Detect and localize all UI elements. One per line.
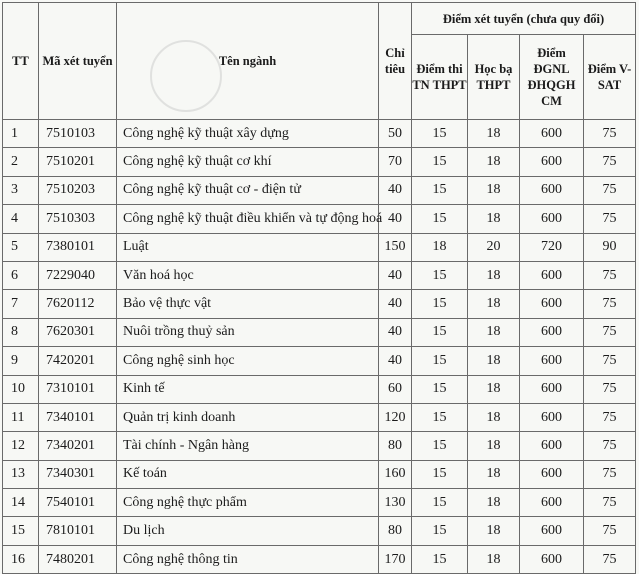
tn-score-cell: 15: [412, 489, 468, 517]
program-name: Công nghệ sinh học: [117, 347, 379, 375]
dgnl-score-cell: 600: [520, 176, 584, 204]
vsat-score-cell: 75: [584, 120, 636, 148]
quota-cell: 40: [379, 261, 412, 289]
quota-cell: 40: [379, 176, 412, 204]
program-name: Nuôi trồng thuỷ sản: [117, 318, 379, 346]
row-number: 15: [3, 517, 39, 545]
transcript-score-cell: 18: [468, 403, 520, 431]
program-code: 7620112: [39, 290, 117, 318]
tn-score-cell: 15: [412, 290, 468, 318]
vsat-score-cell: 75: [584, 318, 636, 346]
program-code: 7380101: [39, 233, 117, 261]
table-row: [3, 460, 636, 488]
dgnl-score-cell: 600: [520, 460, 584, 488]
program-name: Công nghệ kỹ thuật điều khiển và tự động hoá: [117, 205, 379, 233]
row-number: 7: [3, 290, 39, 318]
quota-cell: 170: [379, 545, 412, 573]
row-number: 14: [3, 489, 39, 517]
dgnl-score-cell: 600: [520, 148, 584, 176]
transcript-score-cell: 18: [468, 120, 520, 148]
row-number: 16: [3, 545, 39, 573]
vsat-score-cell: 75: [584, 205, 636, 233]
dgnl-score-cell: 600: [520, 318, 584, 346]
table-row: [3, 148, 636, 176]
transcript-score-cell: 18: [468, 205, 520, 233]
program-code: 7510103: [39, 120, 117, 148]
program-name: Kế toán: [117, 460, 379, 488]
row-number: 9: [3, 347, 39, 375]
row-number: 10: [3, 375, 39, 403]
vsat-score-cell: 75: [584, 403, 636, 431]
program-code: 7340301: [39, 460, 117, 488]
vsat-score-cell: 75: [584, 517, 636, 545]
transcript-score-cell: 18: [468, 375, 520, 403]
transcript-score-cell: 18: [468, 261, 520, 289]
header-quota: Chỉ tiêu: [379, 3, 412, 120]
transcript-score-cell: 18: [468, 290, 520, 318]
row-number: 6: [3, 261, 39, 289]
transcript-score-cell: 18: [468, 432, 520, 460]
transcript-score-cell: 18: [468, 489, 520, 517]
program-name: Công nghệ kỹ thuật cơ - điện tử: [117, 176, 379, 204]
program-code: 7480201: [39, 545, 117, 573]
quota-cell: 40: [379, 290, 412, 318]
tn-score-cell: 15: [412, 148, 468, 176]
transcript-score-cell: 18: [468, 347, 520, 375]
vsat-score-cell: 75: [584, 347, 636, 375]
table-header: [3, 3, 636, 120]
tn-score-cell: 15: [412, 261, 468, 289]
row-number: 12: [3, 432, 39, 460]
program-code: 7420201: [39, 347, 117, 375]
program-code: 7510201: [39, 148, 117, 176]
program-name: Luật: [117, 233, 379, 261]
dgnl-score-cell: 600: [520, 403, 584, 431]
program-name: Du lịch: [117, 517, 379, 545]
transcript-score-cell: 18: [468, 545, 520, 573]
tn-score-cell: 18: [412, 233, 468, 261]
table-row: [3, 517, 636, 545]
quota-cell: 80: [379, 432, 412, 460]
table-row: [3, 290, 636, 318]
table-row: [3, 403, 636, 431]
tn-score-cell: 15: [412, 460, 468, 488]
program-name: Công nghệ thực phẩm: [117, 489, 379, 517]
vsat-score-cell: 75: [584, 148, 636, 176]
program-code: 7810101: [39, 517, 117, 545]
row-number: 13: [3, 460, 39, 488]
quota-cell: 60: [379, 375, 412, 403]
header-score-group: Điểm xét tuyển (chưa quy đổi): [412, 3, 636, 35]
table-body: [3, 120, 636, 574]
vsat-score-cell: 75: [584, 432, 636, 460]
program-name: Văn hoá học: [117, 261, 379, 289]
dgnl-score-cell: 600: [520, 261, 584, 289]
program-name: Quản trị kinh doanh: [117, 403, 379, 431]
dgnl-score-cell: 600: [520, 517, 584, 545]
dgnl-score-cell: 600: [520, 375, 584, 403]
transcript-score-cell: 18: [468, 460, 520, 488]
table-row: [3, 347, 636, 375]
header-dgnl-score: Điểm ĐGNL ĐHQGH CM: [520, 35, 584, 120]
dgnl-score-cell: 600: [520, 290, 584, 318]
header-name: Tên ngành: [117, 3, 379, 120]
program-code: 7340201: [39, 432, 117, 460]
dgnl-score-cell: 600: [520, 120, 584, 148]
program-code: 7510303: [39, 205, 117, 233]
program-code: 7510203: [39, 176, 117, 204]
dgnl-score-cell: 600: [520, 205, 584, 233]
quota-cell: 40: [379, 205, 412, 233]
row-number: 1: [3, 120, 39, 148]
vsat-score-cell: 75: [584, 290, 636, 318]
vsat-score-cell: 75: [584, 261, 636, 289]
table-row: [3, 489, 636, 517]
program-name: Công nghệ kỹ thuật cơ khí: [117, 148, 379, 176]
program-name: Công nghệ kỹ thuật xây dựng: [117, 120, 379, 148]
quota-cell: 50: [379, 120, 412, 148]
quota-cell: 150: [379, 233, 412, 261]
program-code: 7310101: [39, 375, 117, 403]
table-row: [3, 233, 636, 261]
tn-score-cell: 15: [412, 403, 468, 431]
quota-cell: 80: [379, 517, 412, 545]
program-code: 7229040: [39, 261, 117, 289]
tn-score-cell: 15: [412, 205, 468, 233]
tn-score-cell: 15: [412, 120, 468, 148]
quota-cell: 40: [379, 318, 412, 346]
header-transcript-score: Học bạ THPT: [468, 35, 520, 120]
vsat-score-cell: 90: [584, 233, 636, 261]
dgnl-score-cell: 600: [520, 432, 584, 460]
vsat-score-cell: 75: [584, 545, 636, 573]
program-code: 7540101: [39, 489, 117, 517]
program-name: Bảo vệ thực vật: [117, 290, 379, 318]
transcript-score-cell: 18: [468, 318, 520, 346]
dgnl-score-cell: 600: [520, 347, 584, 375]
program-code: 7620301: [39, 318, 117, 346]
transcript-score-cell: 18: [468, 148, 520, 176]
table-row: [3, 432, 636, 460]
vsat-score-cell: 75: [584, 375, 636, 403]
dgnl-score-cell: 600: [520, 545, 584, 573]
header-vsat-score: Điểm V-SAT: [584, 35, 636, 120]
row-number: 5: [3, 233, 39, 261]
table-row: [3, 261, 636, 289]
dgnl-score-cell: 720: [520, 233, 584, 261]
program-code: 7340101: [39, 403, 117, 431]
program-name: Tài chính - Ngân hàng: [117, 432, 379, 460]
tn-score-cell: 15: [412, 375, 468, 403]
quota-cell: 70: [379, 148, 412, 176]
tn-score-cell: 15: [412, 432, 468, 460]
row-number: 8: [3, 318, 39, 346]
table-row: [3, 176, 636, 204]
header-code: Mã xét tuyển: [39, 3, 117, 120]
quota-cell: 160: [379, 460, 412, 488]
row-number: 2: [3, 148, 39, 176]
row-number: 3: [3, 176, 39, 204]
row-number: 11: [3, 403, 39, 431]
quota-cell: 130: [379, 489, 412, 517]
table-row: [3, 545, 636, 573]
tn-score-cell: 15: [412, 176, 468, 204]
quota-cell: 120: [379, 403, 412, 431]
table-row: [3, 375, 636, 403]
tn-score-cell: 15: [412, 517, 468, 545]
program-name: Công nghệ thông tin: [117, 545, 379, 573]
transcript-score-cell: 18: [468, 517, 520, 545]
header-tn-score: Điểm thi TN THPT: [412, 35, 468, 120]
dgnl-score-cell: 600: [520, 489, 584, 517]
vsat-score-cell: 75: [584, 176, 636, 204]
table-row: [3, 120, 636, 148]
tn-score-cell: 15: [412, 545, 468, 573]
tn-score-cell: 15: [412, 347, 468, 375]
tn-score-cell: 15: [412, 318, 468, 346]
vsat-score-cell: 75: [584, 489, 636, 517]
admission-score-table: [2, 2, 636, 574]
transcript-score-cell: 20: [468, 233, 520, 261]
vsat-score-cell: 75: [584, 460, 636, 488]
table-row: [3, 318, 636, 346]
quota-cell: 40: [379, 347, 412, 375]
row-number: 4: [3, 205, 39, 233]
program-name: Kinh tế: [117, 375, 379, 403]
transcript-score-cell: 18: [468, 176, 520, 204]
table-row: [3, 205, 636, 233]
header-tt: TT: [3, 3, 39, 120]
